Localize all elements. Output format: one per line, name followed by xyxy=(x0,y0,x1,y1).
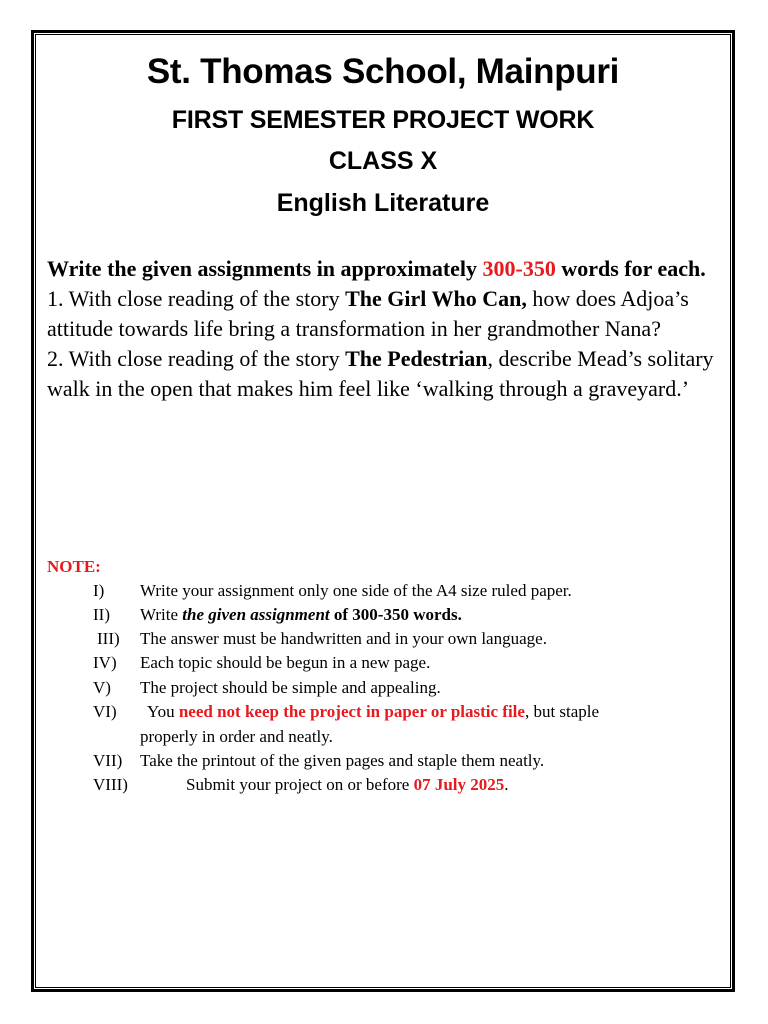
class-heading: CLASS X xyxy=(328,147,438,175)
word-range: 300-350 xyxy=(482,256,556,281)
assignment-block xyxy=(47,254,727,404)
school-title: St. Thomas School, Mainpuri xyxy=(146,52,620,91)
subject-heading: English Literature xyxy=(276,189,490,217)
note-label: NOTE: xyxy=(47,557,101,576)
question-1: 1. With close reading of the story The Girl Who Can, how does Adjoa’s attitude towards life bring a transformation in her grandmother Nana? xyxy=(47,286,689,341)
story-title-2: The Pedestrian xyxy=(345,346,488,371)
question-2: 2. With close reading of the story The Pedestrian, describe Mead’s solitary walk in the open that makes him feel like ‘walking through a graveyard.’ xyxy=(47,346,714,401)
story-title-1: The Girl Who Can, xyxy=(345,286,527,311)
instruction: Write the given assignments in approximately 300-350 words for each. xyxy=(47,256,706,281)
project-subtitle: FIRST SEMESTER PROJECT WORK xyxy=(171,106,595,134)
